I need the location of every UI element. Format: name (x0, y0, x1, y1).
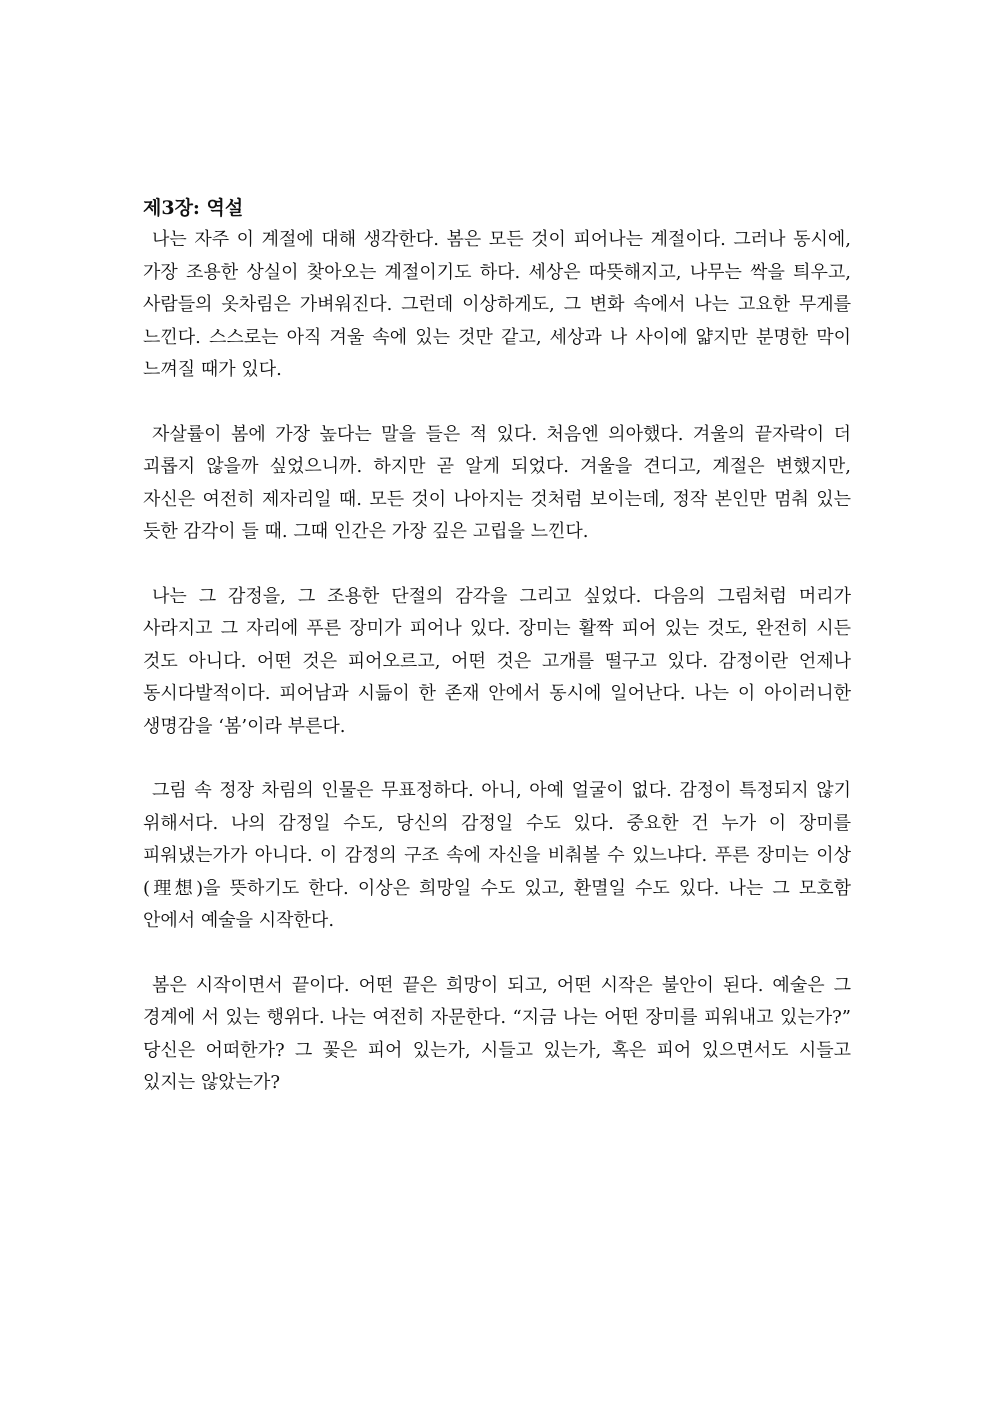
paragraph-5: 봄은 시작이면서 끝이다. 어떤 끝은 희망이 되고, 어떤 시작은 불안이 된다. 예술은 그 경계에 서 있는 행위다. 나는 여전히 자문한다. “지금 나는 어떤 장미를 피워내고 있는가?” 당신은 어떠한가? 그 꽃은 피어 있는가, 시들고 있는가, 혹은 피어 있으면서도 시들고 있지는 않았는가? (143, 974, 851, 1093)
paragraph-spacer (143, 387, 851, 419)
paragraph-2: 자살률이 봄에 가장 높다는 말을 들은 적 있다. 처음엔 의아했다. 겨울의 끝자락이 더 괴롭지 않을까 싶었으니까. 하지만 곧 알게 되었다. 겨울을 견디고, 계절은 변했지만, 자신은 여전히 제자리일 때. 모든 것이 나아지는 것처럼 보이는데, 정작 본인만 멈춰 있는 듯한 감각이 들 때. 그때 인간은 가장 깊은 고립을 느낀다. (143, 423, 851, 542)
paragraph-spacer (143, 938, 851, 970)
paragraph-4: 그림 속 정장 차림의 인물은 무표정하다. 아니, 아예 얼굴이 없다. 감정이 특정되지 않기 위해서다. 나의 감정일 수도, 당신의 감정일 수도 있다. 중요한 건 누가 이 장미를 피워냈는가가 아니다. 이 감정의 구조 속에 자신을 비춰볼 수 있느냐다. 푸른 장미는 이상(理想)을 뜻하기도 한다. 이상은 희망일 수도 있고, 환멸일 수도 있다. 나는 그 모호함 안에서 예술을 시작한다. (143, 780, 851, 931)
chapter-title: 제3장: 역설 (143, 197, 244, 219)
paragraph-spacer (143, 549, 851, 581)
paragraph-1: 나는 자주 이 계절에 대해 생각한다. 봄은 모든 것이 피어나는 계절이다. 그러나 동시에, 가장 조용한 상실이 찾아오는 계절이기도 하다. 세상은 따뜻해지고, 나무는 싹을 틔우고, 사람들의 옷차림은 가벼워진다. 그런데 이상하게도, 그 변화 속에서 나는 고요한 무게를 느낀다. 스스로는 아직 겨울 속에 있는 것만 같고, 세상과 나 사이에 얇지만 분명한 막이 느껴질 때가 있다. (143, 229, 851, 380)
document-body (143, 192, 851, 1100)
paragraph-spacer (143, 743, 851, 775)
paragraph-3: 나는 그 감정을, 그 조용한 단절의 감각을 그리고 싶었다. 다음의 그림처럼 머리가 사라지고 그 자리에 푸른 장미가 피어나 있다. 장미는 활짝 피어 있는 것도, 완전히 시든 것도 아니다. 어떤 것은 피어오르고, 어떤 것은 고개를 떨구고 있다. 감정이란 언제나 동시다발적이다. 피어남과 시듦이 한 존재 안에서 동시에 일어난다. 나는 이 아이러니한 생명감을 ‘봄’이라 부른다. (143, 585, 851, 737)
